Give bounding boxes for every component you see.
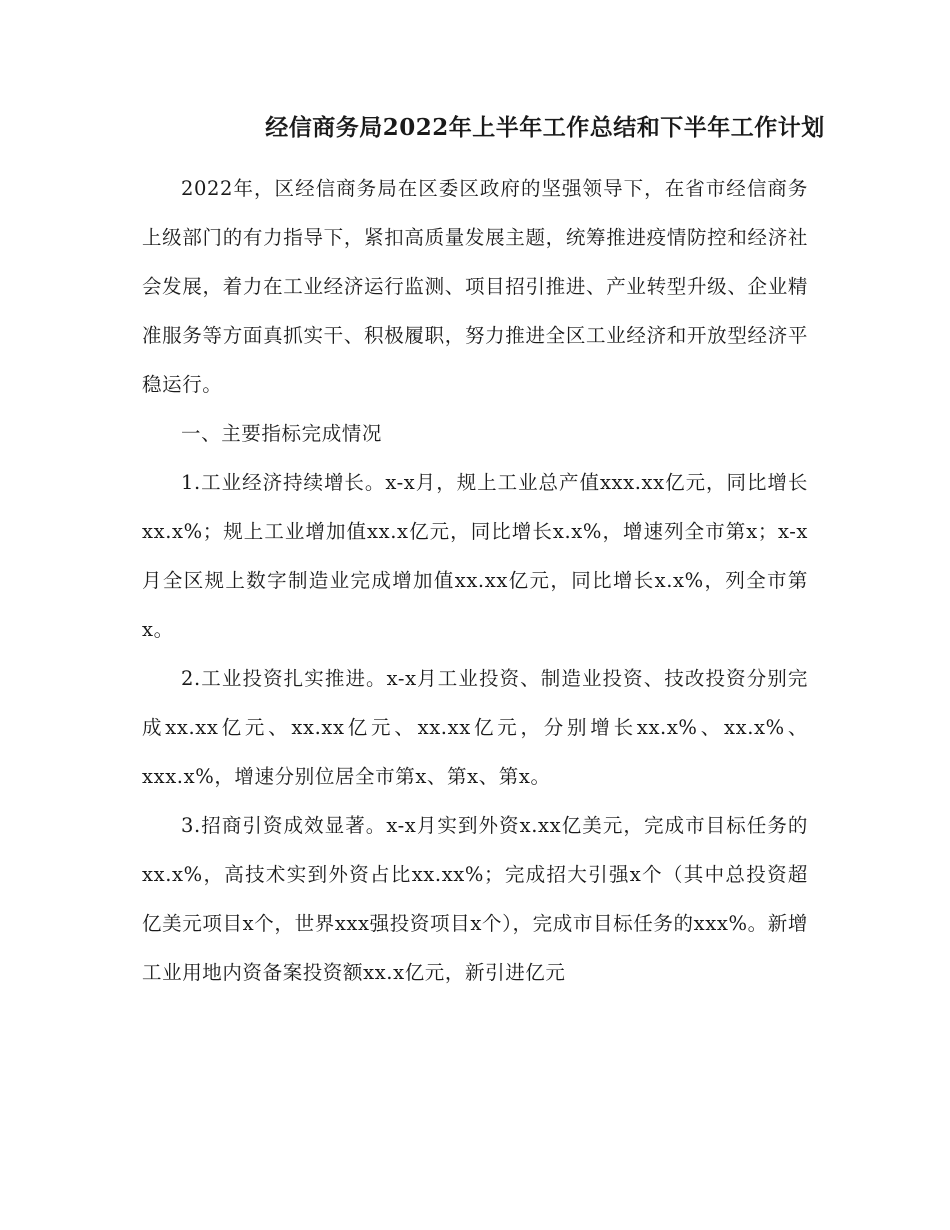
document-title: 经信商务局2022年上半年工作总结和下半年工作计划 [265, 114, 825, 141]
paragraph-industrial-investment: 2.工业投资扎实推进。x-x月工业投资、制造业投资、技改投资分别完成xx.xx亿元、xx.xx亿元、xx.xx亿元，分别增长xx.x%、xx.x%、xxx.x%，增速分别位居全市第x、第x、第x。 [142, 667, 808, 788]
intro-paragraph: 2022年，区经信商务局在区委区政府的坚强领导下，在省市经信商务上级部门的有力指导下，紧扣高质量发展主题，统筹推进疫情防控和经济社会发展，着力在工业经济运行监测、项目招引推进、产业转型升级、企业精准服务等方面真抓实干、积极履职，努力推进全区工业经济和开放型经济平稳运行。 [142, 177, 808, 396]
section-heading-main-indicators: 一、主要指标完成情况 [181, 422, 383, 445]
paragraph-industrial-economy: 1.工业经济持续增长。x-x月，规上工业总产值xxx.xx亿元，同比增长xx.x%；规上工业增加值xx.x亿元，同比增长x.x%，增速列全市第x；x-x月全区规上数字制造业完成增加值xx.xx亿元，同比增长x.x%，列全市第x。 [142, 471, 808, 641]
paragraph-investment-attraction: 3.招商引资成效显著。x-x月实到外资x.xx亿美元，完成市目标任务的xx.x%，高技术实到外资占比xx.xx%；完成招大引强x个（其中总投资超亿美元项目x个，世界xxx强投资项目x个），完成市目标任务的xxx%。新增工业用地内资备案投资额xx.x亿元，新引进亿元 [142, 814, 808, 984]
document-body [142, 164, 808, 997]
